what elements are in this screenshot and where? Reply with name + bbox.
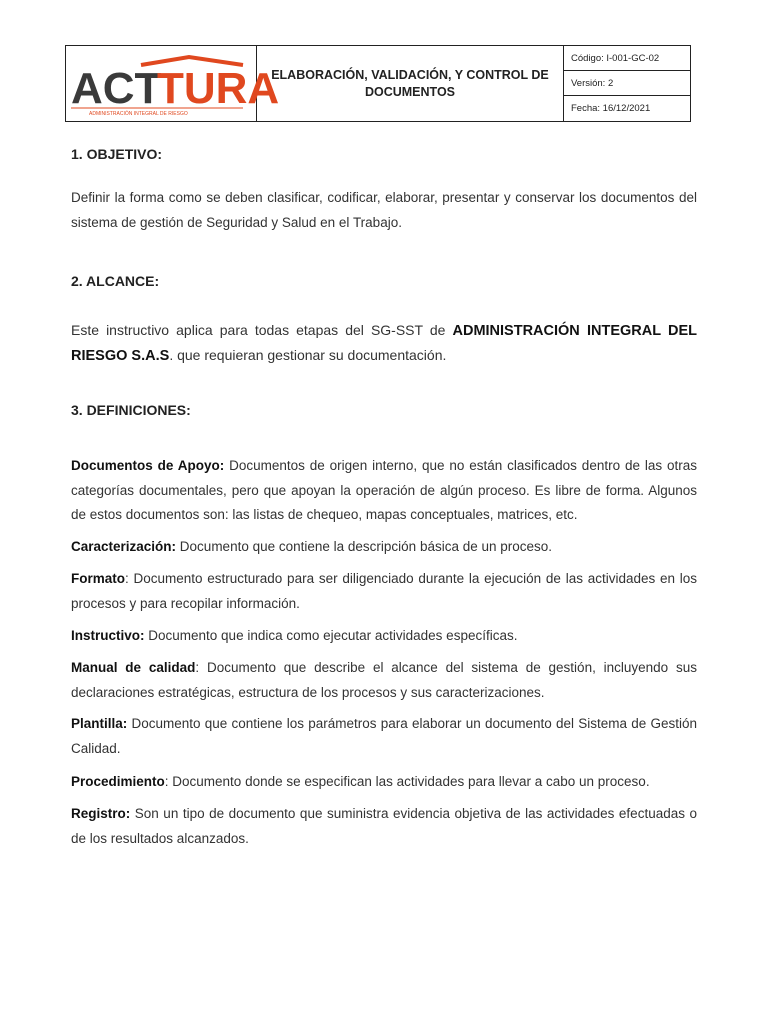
- section-title-definiciones: 3. DEFINICIONES:: [71, 402, 191, 418]
- definition-text: : Documento donde se especifican las actividades para llevar a cabo un proceso.: [164, 774, 650, 789]
- logo-tagline: ADMINISTRACIÓN INTEGRAL DE RIESGO: [89, 111, 188, 117]
- document-header-table: [65, 45, 691, 122]
- definition-term: Caracterización:: [71, 539, 177, 554]
- definition-text: Documento que indica como ejecutar actividades específicas.: [144, 628, 518, 643]
- definition-item: [71, 567, 697, 616]
- definition-text: Son un tipo de documento que suministra evidencia objetiva de las actividades efectuadas o de los resultados alcanzados.: [71, 806, 697, 846]
- definition-item: [71, 454, 697, 528]
- section-title-objetivo: 1. OBJETIVO:: [71, 146, 163, 162]
- definition-text: : Documento estructurado para ser diligenciado durante la ejecución de las actividades en los procesos y para recopilar información.: [71, 571, 697, 611]
- svg-text:ACT: ACT: [71, 64, 162, 113]
- definition-text: Documento que contiene los parámetros para elaborar un documento del Sistema de Gestión Calidad.: [71, 716, 697, 756]
- definition-term: Documentos de Apoyo:: [71, 458, 225, 473]
- section-title-alcance: 2. ALCANCE:: [71, 273, 160, 289]
- alcance-text: [71, 318, 697, 368]
- acttura-logo: [71, 55, 280, 117]
- document-meta: [564, 46, 690, 121]
- alcance-company-name: ADMINISTRACIÓN INTEGRAL DEL RIESGO S.A.S: [71, 323, 697, 364]
- definition-item: [71, 535, 697, 560]
- objetivo-text: Definir la forma como se deben clasificar, codificar, elaborar, presentar y conservar los documentos del sistema de gestión de Seguridad y Salud en el Trabajo.: [71, 190, 697, 230]
- definition-text: Documento que contiene la descripción básica de un proceso.: [176, 539, 553, 554]
- definition-item: [71, 712, 697, 761]
- definition-term: Formato: [71, 571, 125, 586]
- document-date: Fecha: 16/12/2021: [571, 103, 651, 114]
- document-title: ELABORACIÓN, VALIDACIÓN, Y CONTROL DE DOCUMENTOS: [257, 46, 564, 121]
- document-code: Código: I-001-GC-02: [564, 46, 690, 71]
- definition-term: Plantilla:: [71, 716, 128, 731]
- document-version: Versión: 2: [564, 71, 690, 96]
- definition-item: [71, 802, 697, 851]
- definition-term: Instructivo:: [71, 628, 145, 643]
- definition-item: [71, 770, 697, 795]
- definition-item: [71, 624, 697, 649]
- alcance-text-post: . que requieran gestionar su documentación.: [169, 347, 447, 363]
- definition-text: Documentos de origen interno, que no están clasificados dentro de las otras categorías documentales, pero que apoyan la operación de algún proceso. Es libre de forma. Algunos de estos documentos son: las listas de chequeo, mapas conceptuales, matrices, etc.: [71, 458, 697, 522]
- logo-cell: [66, 46, 280, 121]
- svg-text:TURA: TURA: [157, 64, 280, 113]
- definition-term: Procedimiento: [71, 774, 165, 789]
- definition-term: Manual de calidad: [71, 660, 196, 675]
- definition-item: [71, 656, 697, 705]
- definition-term: Registro:: [71, 806, 131, 821]
- alcance-text-pre: Este instructivo aplica para todas etapas del SG-SST de: [71, 322, 453, 338]
- definition-text: : Documento que describe el alcance del sistema de gestión, incluyendo sus declaraciones estratégicas, estructura de los procesos y sus caracterizaciones.: [71, 660, 697, 700]
